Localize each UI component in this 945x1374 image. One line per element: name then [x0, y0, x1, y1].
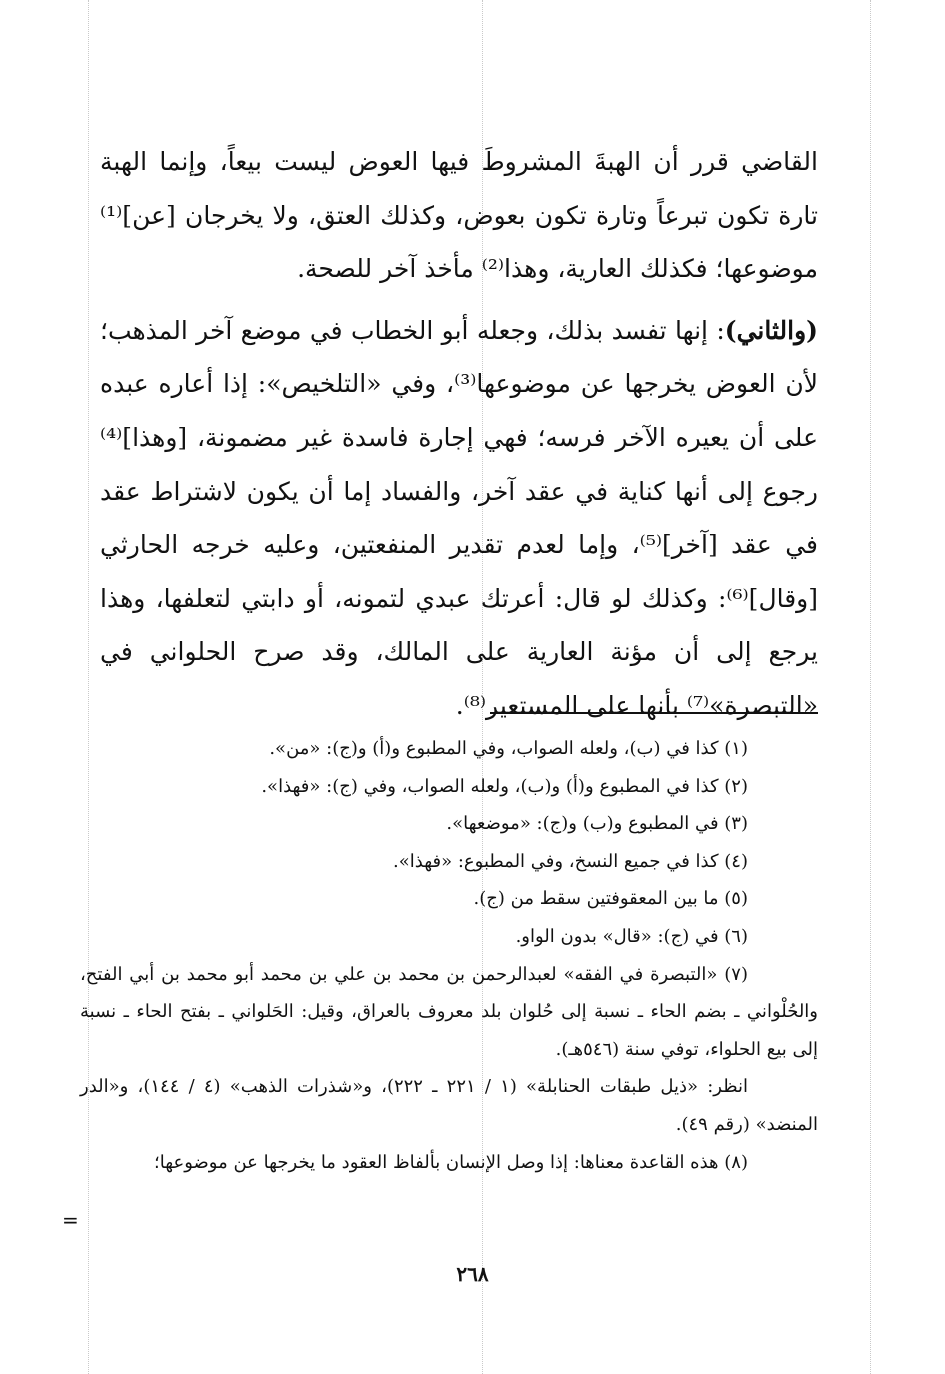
- paragraph-1: القاضي قرر أن الهبةَ المشروطَ فيها العوض ليست بيعاً، وإنما الهبة تارة تكون تبرعاً وتارة تكون بعوض، وكذلك العتق، ولا يخرجان [عن]⁽¹⁾ موضوعها؛ فكذلك العارية، وهذا⁽²⁾ مأخذ آخر للصحة.: [100, 147, 818, 284]
- footnote-7-references: انظر: «ذيل طبقات الحنابلة» (١ / ٢٢١ ـ ٢٢٢)، و«شذرات الذهب» (٤ / ١٤٤)، و«الدر المنضد» (رقم ٤٩).: [80, 1076, 818, 1135]
- footnote-1: (١) كذا في (ب)، ولعله الصواب، وفي المطبوع و(أ) و(ج): «من».: [269, 738, 748, 759]
- paragraph-2: [100, 304, 818, 733]
- paragraph-2-lead: (والثاني): [724, 315, 818, 345]
- footnotes: [80, 730, 818, 1181]
- page-number: ٢٦٨: [456, 1262, 489, 1286]
- footnote-separator: [490, 712, 818, 714]
- footnote-5: (٥) ما بين المعقوفتين سقط من (ج).: [473, 888, 748, 910]
- paragraph-2-body: : إنها تفسد بذلك، وجعله أبو الخطاب في موضع آخر المذهب؛ لأن العوض يخرجها عن موضوعها⁽³⁾، وفي «التلخيص»: إذا أعاره عبده على أن يعيره الآخر فرسه؛ فهي إجارة فاسدة غير مضمونة، [وهذا]⁽⁴⁾ رجوع إلى أنها كناية في عقد آخر، والفساد إما أن يكون لاشتراط عقد في عقد [آخر]⁽⁵⁾، وإما لعدم تقدير المنفعتين، وعليه خرجه الحارثي [وقال]⁽⁶⁾: وكذلك لو قال: أعرتك عبدي لتمونه، أو دابتي لتعلفها، وهذا يرجع إلى أن مؤنة العارية على المالك، وقد صرح الحلواني في «التبصرة»⁽⁷⁾ بأنها على المستعير⁽⁸⁾.: [100, 315, 818, 720]
- footnote-2: (٢) كذا في المطبوع و(أ) و(ب)، ولعله الصواب، وفي (ج): «فهذا».: [261, 775, 748, 797]
- scan-guide-line: [870, 0, 871, 1374]
- footnote-4: (٤) كذا في جميع النسخ، وفي المطبوع: «فهذا».: [393, 850, 748, 872]
- main-text: [100, 135, 818, 733]
- footnote-8: (٨) هذه القاعدة معناها: إذا وصل الإنسان بألفاظ العقود ما يخرجها عن موضوعها؛: [153, 1151, 748, 1173]
- continuation-mark: =: [62, 1208, 79, 1232]
- footnote-6: (٦) في (ج): «قال» بدون الواو.: [515, 925, 748, 947]
- footnote-7: (٧) «التبصرة في الفقه» لعبدالرحمن بن محمد بن علي بن محمد أبو محمد بن أبي الفتح، والحُلْواني ـ بضم الحاء ـ نسبة إلى حُلوان بلد معروف بالعراق، وقيل: الحَلواني ـ بفتح الحاء ـ نسبة إلى بيع الحلواء، توفي سنة (٥٤٦هـ).: [80, 963, 818, 1060]
- footnote-3: (٣) في المطبوع و(ب) و(ج): «موضعها».: [446, 813, 748, 835]
